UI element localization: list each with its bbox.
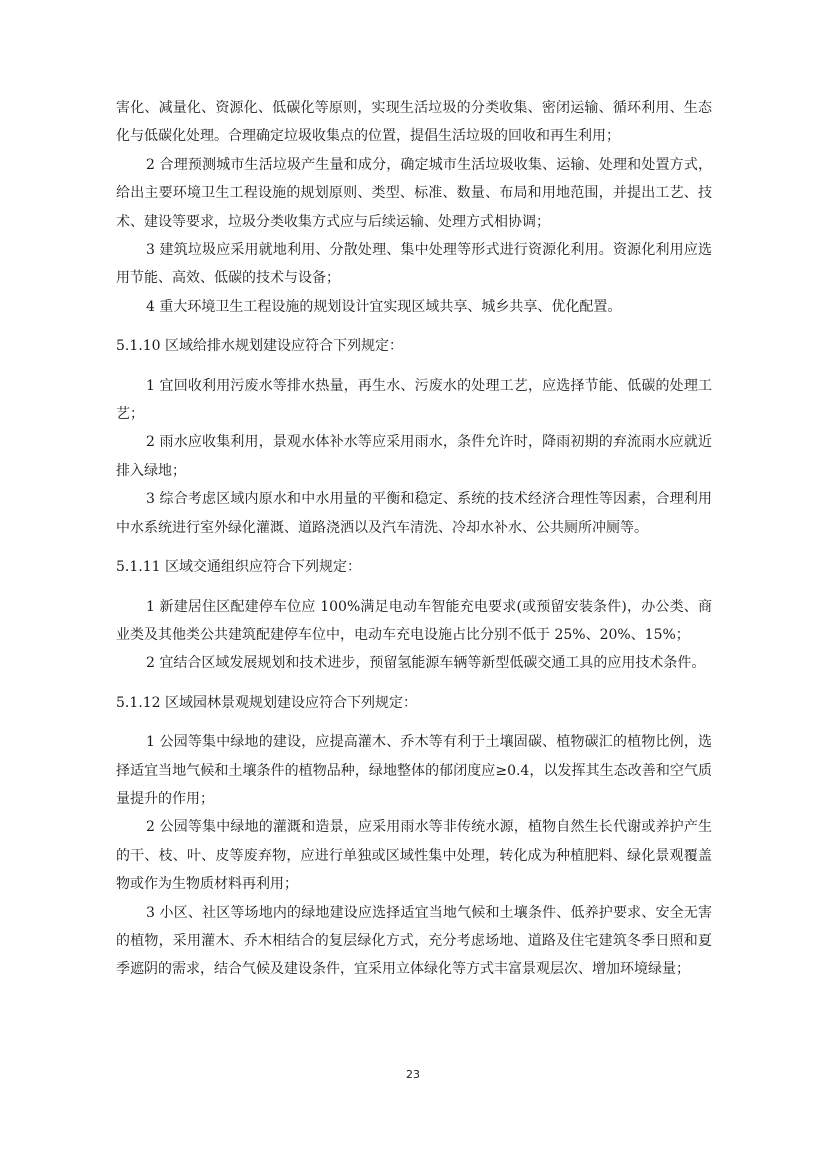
list-item: 4 重大环境卫生工程设施的规划设计宜实现区域共享、城乡共享、优化配置。	[146, 298, 622, 315]
list-item: 1 公园等集中绿地的建设，应提高灌木、乔木等有利于土壤固碳、植物碳汇的植物比例，选择适宜当地气候和土壤条件的植物品种，绿地整体的郁闭度应≥0.4，以发挥其生态改善和空气质量提升的作用；	[116, 734, 712, 807]
list-item: 3 综合考虑区域内原水和中水用量的平衡和稳定、系统的技术经济合理性等因素，合理利用中水系统进行室外绿化灌溉、道路浇洒以及汽车清洗、冷却水补水、公共厕所冲厕等。	[116, 491, 712, 536]
section-heading-5-1-10: 5.1.10 区域给排水规划建设应符合下列规定：	[116, 338, 403, 355]
section-heading-5-1-12: 5.1.12 区域园林景观规划建设应符合下列规定：	[116, 694, 417, 711]
list-item: 2 雨水应收集利用，景观水体补水等应采用雨水，条件允许时，降雨初期的弃流雨水应就近排入绿地；	[116, 434, 712, 479]
document-body	[116, 94, 712, 984]
list-item: 3 小区、社区等场地内的绿地建设应选择适宜当地气候和土壤条件、低养护要求、安全无害的植物，采用灌木、乔木相结合的复层绿化方式，充分考虑场地、道路及住宅建筑冬季日照和夏季遮阴的需求，结合气候及建设条件，宜采用立体绿化等方式丰富景观层次、增加环境绿量；	[116, 904, 712, 978]
section-heading-5-1-11: 5.1.11 区域交通组织应符合下列规定：	[116, 559, 361, 576]
page-number: 23	[406, 1068, 420, 1081]
list-item: 3 建筑垃圾应采用就地利用、分散处理、集中处理等形式进行资源化利用。资源化利用应选用节能、高效、低碳的技术与设备；	[116, 242, 712, 287]
list-item: 2 宜结合区域发展规划和技术进步，预留氢能源车辆等新型低碳交通工具的应用技术条件。	[146, 655, 706, 672]
list-item: 2 公园等集中绿地的灌溉和造景，应采用雨水等非传统水源，植物自然生长代谢或养护产生的干、枝、叶、皮等废弃物，应进行单独或区域性集中处理，转化成为种植肥料、绿化景观覆盖物或作为生物质材料再利用；	[116, 819, 712, 893]
list-item: 2 合理预测城市生活垃圾产生量和成分，确定城市生活垃圾收集、运输、处理和处置方式，给出主要环境卫生工程设施的规划原则、类型、标准、数量、布局和用地范围，并提出工艺、技术、建设等要求，垃圾分类收集方式应与后续运输、处理方式相协调；	[116, 156, 712, 230]
list-item: 1 新建居住区配建停车位应 100%满足电动车智能充电要求(或预留安装条件)，办公类、商业类及其他类公共建筑配建停车位中，电动车充电设施占比分别不低于 25%、20%、15%；	[116, 598, 712, 643]
list-item: 1 宜回收利用污废水等排水热量，再生水、污废水的处理工艺，应选择节能、低碳的处理工艺；	[116, 377, 712, 423]
paragraph-continued: 害化、减量化、资源化、低碳化等原则，实现生活垃圾的分类收集、密闭运输、循环利用、生态化与低碳化处理。合理确定垃圾收集点的位置，提倡生活垃圾的回收和再生利用；	[116, 100, 712, 145]
